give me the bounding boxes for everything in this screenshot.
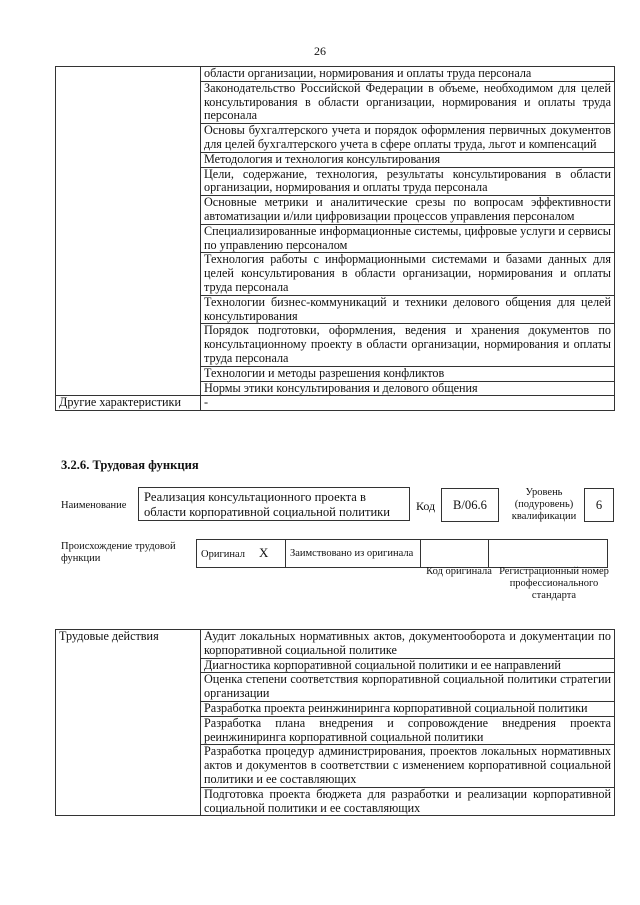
origin-table bbox=[196, 539, 608, 568]
code-value: B/06.6 bbox=[453, 498, 487, 512]
knowledge-row: области организации, нормирования и оплаты труда персонала bbox=[201, 67, 615, 82]
borrowed-cell bbox=[286, 540, 421, 568]
code-box bbox=[441, 488, 499, 522]
function-name-box bbox=[138, 487, 410, 521]
level-label: Уровень (подуровень) квалификации bbox=[511, 487, 577, 522]
labor-action-row: Разработка процедур администрирования, проектов локальных нормативных актов и документов в соответствии с изменением корпоративной социальной политики и ее составляющих bbox=[201, 745, 615, 787]
code-original-cell bbox=[421, 540, 489, 568]
labor-actions-label: Трудовые действия bbox=[56, 630, 201, 816]
page-number: 26 bbox=[314, 44, 326, 58]
labor-action-row: Диагностика корпоративной социальной политики и ее направлений bbox=[201, 658, 615, 673]
original-cell bbox=[197, 540, 286, 568]
knowledge-row: Специализированные информационные системы, цифровые услуги и сервисы по управлению персоналом bbox=[201, 224, 615, 253]
origin-label: Происхождение трудовой функции bbox=[61, 541, 176, 564]
knowledge-row: Технологии бизнес-коммуникаций и техники делового общения для целей консультирования bbox=[201, 295, 615, 324]
function-name-value: Реализация консультационного проекта в области корпоративной социальной политики bbox=[144, 490, 391, 519]
knowledge-row: Технология работы с информационными системами и базами данных для целей консультирования в области организации, нормирования и оплаты труда персонала bbox=[201, 253, 615, 295]
knowledge-label-cell bbox=[56, 67, 201, 396]
original-mark: X bbox=[259, 544, 269, 560]
knowledge-row: Законодательство Российской Федерации в объеме, необходимом для целей консультирования в области организации, нормирования и оплаты труда персонала bbox=[201, 81, 615, 123]
labor-actions-table bbox=[55, 629, 615, 816]
labor-action-row: Оценка степени соответствия корпоративной социальной политики стратегии организации bbox=[201, 673, 615, 702]
knowledge-row: Нормы этики консультирования и делового общения bbox=[201, 381, 615, 396]
code-original-caption: Код оригинала bbox=[426, 566, 492, 577]
knowledge-row: Основные метрики и аналитические срезы по вопросам эффективности автоматизации и/или цифровизации процессов управления персоналом bbox=[201, 196, 615, 225]
labor-action-row: Разработка проекта реинжиниринга корпоративной социальной политики bbox=[201, 701, 615, 716]
knowledge-row: Порядок подготовки, оформления, ведения и хранения документов по консультационному проекту в области организации, нормирования и оплаты труда персонала bbox=[201, 324, 615, 366]
knowledge-table bbox=[55, 66, 615, 411]
code-label: Код bbox=[416, 499, 436, 513]
labor-action-row: Подготовка проекта бюджета для разработки и реализации корпоративной социальной политики и ее составляющих bbox=[201, 787, 615, 816]
knowledge-row: Технологии и методы разрешения конфликтов bbox=[201, 366, 615, 381]
reg-number-cell bbox=[489, 540, 608, 568]
level-value: 6 bbox=[595, 498, 603, 512]
borrowed-label: Заимствовано из оригинала bbox=[290, 547, 414, 559]
other-characteristics-value: - bbox=[201, 396, 615, 411]
knowledge-row: Основы бухгалтерского учета и порядок оформления первичных документов для целей бухгалтерского учета в сфере оплаты труда, льгот и компенсаций bbox=[201, 124, 615, 153]
level-box bbox=[584, 488, 614, 522]
name-label: Наименование bbox=[61, 500, 127, 511]
section-heading: 3.2.6. Трудовая функция bbox=[61, 458, 199, 472]
labor-action-row: Аудит локальных нормативных актов, документооборота и документации по корпоративной социальной политике bbox=[201, 630, 615, 659]
knowledge-row: Цели, содержание, технология, результаты консультирования в области организации, нормирования и оплаты труда персонала bbox=[201, 167, 615, 196]
knowledge-row: Методология и технология консультирования bbox=[201, 152, 615, 167]
reg-number-caption: Регистрационный номер профессионального стандарта bbox=[499, 566, 609, 601]
other-characteristics-label: Другие характеристики bbox=[56, 396, 201, 411]
labor-action-row: Разработка плана внедрения и сопровождение внедрения проекта реинжиниринга корпоративной социальной политики bbox=[201, 716, 615, 745]
original-label: Оригинал bbox=[201, 548, 245, 560]
